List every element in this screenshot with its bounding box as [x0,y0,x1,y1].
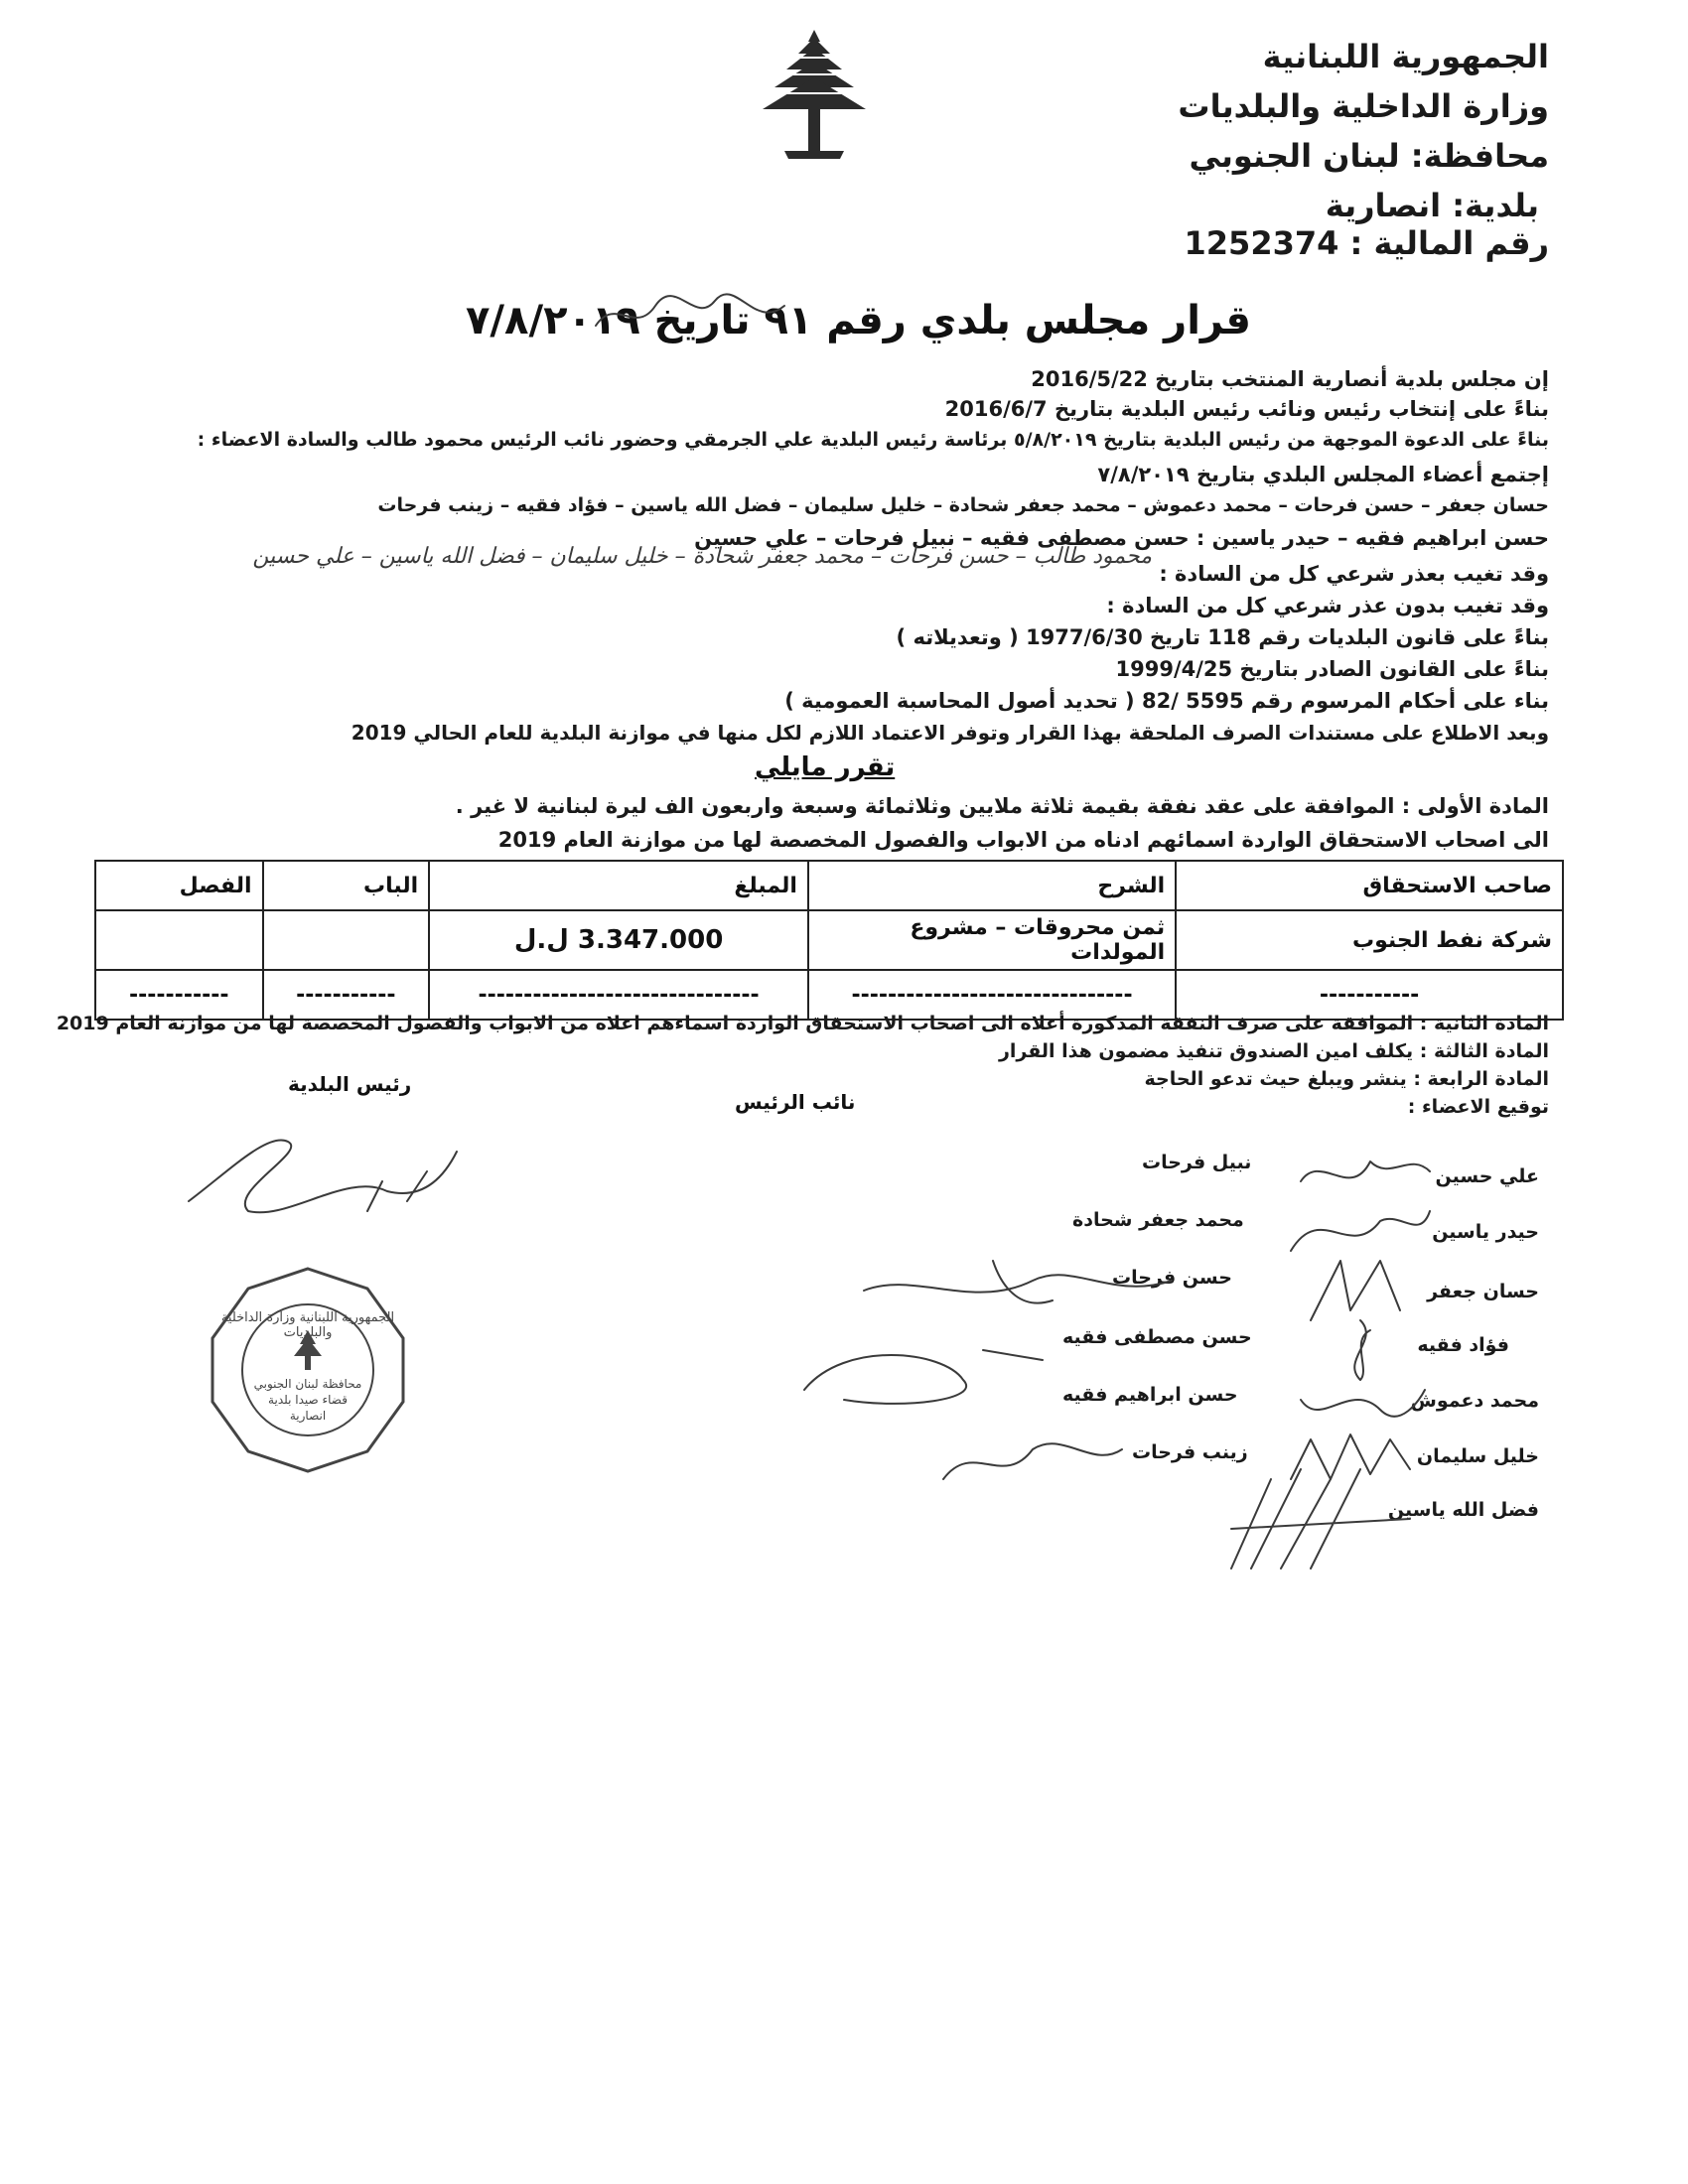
decides-heading: تقرر مايلي [755,752,896,782]
member-mohamad-damoush: محمد دعموش [1410,1390,1539,1412]
th-amount: المبلغ [429,861,808,910]
th-description: الشرح [808,861,1176,910]
preamble-line-2: بناءً على إنتخاب رئيس ونائب رئيس البلدية بتاريخ 2016/6/7 [944,397,1549,421]
header-ministry: وزارة الداخلية والبلديات [1178,87,1549,125]
article-one-line-2: الى اصحاب الاستحقاق الواردة اسمائهم ادناه من الابواب والفصول المخصصة لها من موازنة العام 2019 [497,828,1549,852]
member-hassan-mustafa-fakih: حسن مصطفى فقيه [1062,1326,1252,1348]
td-dash-section: ----------- [95,970,263,1020]
preamble-line-4: إجتمع أعضاء المجلس البلدي بتاريخ ٧/٨/٢٠١٩ [1097,463,1549,486]
preamble-members-present-1: حسان جعفر – حسن فرحات – محمد دعموش – محمد جعفر شحادة – خليل سليمان – فضل الله ياسين – فؤاد فقيه – زينب فرحات [377,494,1549,516]
td-amount: 3.347.000 ل.ل [429,910,808,970]
allocation-table [94,860,1564,1021]
td-chapter [263,910,430,970]
member-hassan-farhat: حسن فرحات [1112,1267,1232,1289]
member-fouad-fakih: فؤاد فقيه [1417,1334,1509,1356]
header-municipality: بلدية: انصارية [1325,187,1539,224]
td-dash-amount: ------------------------------- [429,970,808,1020]
preamble-members-present-2: حسن ابراهيم فقيه – حيدر ياسين : حسن مصطفى فقيه – نبيل فرحات – علي حسين [694,526,1549,550]
signature-zeinab-farhat [933,1420,1132,1499]
title-handwriting-scribble [586,286,814,345]
table-row [95,910,1563,970]
td-section [95,910,263,970]
member-khalil-sleiman: خليل سليمان [1416,1445,1539,1467]
signature-fadlallah-yassin [1221,1459,1420,1578]
header-republic: الجمهورية اللبنانية [1262,38,1549,75]
article-three: المادة الثالثة : يكلف امين الصندوق تنفيذ مضمون هذا القرار [998,1040,1549,1062]
article-two: المادة الثانية : الموافقة على صرف النفقة المذكورة أعلاه الى اصحاب الاستحقاق الواردة اسماءهم اعلاه من الابواب والفصول المخصصة لها من موازنة العام 2019 [56,1013,1549,1034]
member-mohamad-jaafar-shehade: محمد جعفر شحادة [1072,1209,1244,1231]
member-hassan-ibrahim-fakih: حسن ابراهيم فقيه [1062,1384,1238,1406]
th-section: الفصل [95,861,263,910]
td-beneficiary: شركة نفط الجنوب [1176,910,1563,970]
preamble-decree-5595: بناء على أحكام المرسوم رقم 5595 /82 ( تحديد أصول المحاسبة العمومية ) [784,689,1549,713]
header-financial-number: رقم المالية : 1252374 [1184,224,1549,262]
table-header-row [95,861,1563,910]
preamble-law-118: بناءً على قانون البلديات رقم 118 تاريخ 1977/6/30 ( وتعديلاته ) [896,625,1549,649]
mayor-label: رئيس البلدية [288,1072,412,1096]
stamp-inner-text: محافظة لبنان الجنوبي قضاء صيدا بلدية انصارية [253,1377,362,1423]
member-ali-hussein: علي حسين [1435,1165,1539,1187]
preamble-absent-unexcused: وقد تغيب بدون عذر شرعي كل من السادة : [1106,594,1549,617]
signature-hassan-mustafa-fakih [784,1330,1062,1420]
official-stamp [199,1261,417,1479]
member-hassan-jaafar: حسان جعفر [1427,1281,1539,1302]
td-dash-chapter: ----------- [263,970,430,1020]
member-zeinab-farhat: زينب فرحات [1132,1441,1248,1463]
handwritten-absent-names: محمود طالب – حسن فرحات – محمد جعفر شحادة – خليل سليمان – فضل الله ياسين – علي حسين [252,544,1152,569]
preamble-absent-excused: وقد تغيب بعذر شرعي كل من السادة : [1159,562,1549,586]
preamble-budget: وبعد الاطلاع على مستندات الصرف الملحقة بهذا القرار وتوفر الاعتماد اللازم لكل منها في موازنة البلدية للعام الحالي 2019 [351,721,1549,745]
article-one-line-1: المادة الأولى : الموافقة على عقد نفقة بقيمة ثلاثة ملايين وثلاثمائة وسبعة واربعون الف ليرة لبنانية لا غير . [455,794,1549,818]
td-dash-description: ------------------------------- [808,970,1176,1020]
stamp-outer-text: الجمهورية اللبنانية وزارة الداخلية والبلديات [220,1310,395,1340]
td-dash-beneficiary: ----------- [1176,970,1563,1020]
cedar-logo-icon [755,28,874,167]
members-signature-label: توقيع الاعضاء : [1407,1096,1549,1118]
article-four: المادة الرابعة : ينشر ويبلغ حيث تدعو الحاجة [1144,1068,1549,1090]
preamble-law-1999: بناءً على القانون الصادر بتاريخ 1999/4/25 [1115,657,1549,681]
decision-title: قرار مجلس بلدي رقم ٩١ تاريخ ٧/٨/٢٠١٩ [466,298,1251,343]
mayor-signature [169,1112,467,1231]
th-beneficiary: صاحب الاستحقاق [1176,861,1563,910]
td-description: ثمن محروقات – مشروع المولدات [808,910,1176,970]
preamble-line-3: بناءً على الدعوة الموجهة من رئيس البلدية بتاريخ ٥/٨/٢٠١٩ برئاسة رئيس البلدية علي الجرمقي وحضور نائب الرئيس محمود طالب والسادة الاعضاء : [197,429,1549,451]
member-haidar-yassin: حيدر ياسين [1432,1221,1539,1243]
member-nabil-farhat: نبيل فرحات [1142,1152,1252,1173]
deputy-label: نائب الرئيس [735,1090,856,1114]
header-governorate: محافظة: لبنان الجنوبي [1189,137,1549,175]
member-fadlallah-yassin: فضل الله ياسين [1387,1499,1539,1521]
signature-hassan-farhat [854,1251,1192,1340]
th-chapter: الباب [263,861,430,910]
preamble-line-1: إن مجلس بلدية أنصارية المنتخب بتاريخ 2016/5/22 [1031,367,1549,391]
